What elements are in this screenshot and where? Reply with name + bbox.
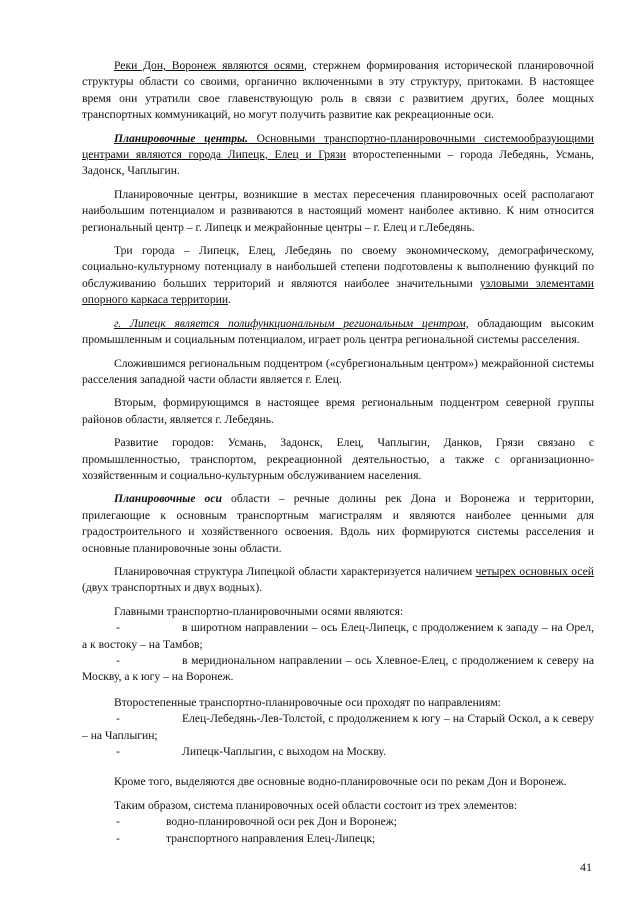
nodal-elements-phrase: узловыми элементами опорного каркаса территории [82,276,595,307]
heading-planning-axes: Планировочные оси [114,492,222,506]
paragraph-system-elements: Таким образом, система планировочных осей области состоит из трех элементов: [114,798,518,812]
list-dash: - [116,712,120,726]
list-dash: - [116,654,120,667]
list-item-text: транспортного направления Елец-Липецк; [166,831,376,845]
list-item [82,711,594,744]
paragraph-text: Планировочная структура Липецкой области характеризуется наличием [114,564,476,578]
paragraph-secondary-axes-intro: Второстепенные транспортно-планировочные оси проходят по направлениям: [114,695,501,709]
paragraph-text: Три города – Липецк, Елец, Лебедянь по своему экономическому, демографическому, социально-культурному потенциалу в наибольшей степени подготовлены к выполнению функций по обслуживанию больших территорий и являются наиболее значительными [82,244,594,290]
paragraph-towns-development: Развитие городов: Усмань, Задонск, Елец, Чаплыгин, Данков, Грязи связано с промышленностью, транспортом, рекреационной деятельностью, а также с организационно-хозяйственным и социально-культурным обслуживанием населения. [82,436,594,482]
list-item-text: Елец-Лебедянь-Лев-Толстой, с продолжением к югу – на Старый Оскол, а к северу – на Чаплыгин; [82,712,594,742]
paragraph-text: (двух транспортных и двух водных). [82,581,263,595]
list-item [82,653,594,686]
lipetsk-center-phrase: г. Липецк является полифункциональным региональным центром, [114,316,469,330]
paragraph-text: , стержнем формирования исторической планировочной структуры области со своими, органично включенными в эту структуру, притоками. В настоящее время они утратили свое главенствующую роль в связи с развитием других, более мощных транспортных коммуникаций, но могут получить развитие как рекреационные оси. [82,59,594,122]
heading-planning-centers: Планировочные центры. [114,131,248,145]
document-page [82,58,594,847]
list-item-text: Липецк-Чаплыгин, с выходом на Москву. [182,745,386,759]
paragraph-text: обладающим высоким промышленным и социальным потенциалом, играет роль центра региональной системы расселения. [82,316,594,347]
page-number: 41 [580,860,592,874]
paragraph-water-axes: Кроме того, выделяются две основные водно-планировочные оси по рекам Дон и Воронеж. [114,775,567,789]
paragraph-lipetsk [82,316,594,349]
four-axes-phrase: четырех основных осей [475,564,594,578]
paragraph-structure [82,564,594,597]
list-item [82,620,594,653]
paragraph-planning-axes [82,491,594,557]
paragraph-text: второстепенными – города Лебедянь, Усмань, Задонск, Чаплыгин. [82,148,594,178]
paragraph-centers [82,131,594,180]
list-dash: - [116,831,120,845]
paragraph-main-axes-intro: Главными транспортно-планировочными осями являются: [114,604,404,618]
list-item-text: в широтном направлении – ось Елец-Липецк, с продолжением к западу – на Орел, а к востоку – на Тамбов; [82,621,594,651]
paragraph-centers-potential: Планировочные центры, возникшие в местах пересечения планировочных осей располагают наибольшим потенциалом и развиваются в настоящий момент наиболее активно. К ним относится региональный центр – г. Липецк и межрайонные центры – г. Елец и г.Лебедянь. [82,187,594,234]
list-dash: - [116,745,120,759]
list-item-text: в меридиональном направлении – ось Хлевное-Елец, с продолжением к северу на Москву, а к югу – на Воронеж. [82,654,594,684]
paragraph-lebedyan: Вторым, формирующимся в настоящее время региональным подцентром северной группы районов области, является г. Лебедянь. [82,396,594,426]
paragraph-text: области – речные долины рек Дона и Воронежа и территории, прилегающие к основным транспортным магистралям и являются наиболее ценными для градостроительного и хозяйственного освоения. Вдоль них формируются системы расселения и основные планировочные зоны области. [82,492,594,555]
list-item [82,744,594,760]
paragraph-elets: Сложившимся региональным подцентром («субрегиональным центром») межрайонной системы расселения западной части области является г. Елец. [82,356,594,386]
paragraph-rivers [82,58,594,124]
list-dash: - [116,621,120,635]
rivers-axes-phrase: Реки Дон, Воронеж являются осями [114,59,305,72]
list-dash: - [116,815,120,829]
list-item-text: водно-планировочной оси рек Дон и Воронеж; [166,815,398,829]
main-centers-phrase: Основными транспортно-планировочными системообразующими центрами являются города Липецк, Елец и Грязи [82,131,594,162]
list-item [82,831,594,847]
paragraph-three-cities [82,243,594,309]
paragraph-text: . [228,293,231,307]
list-item [82,814,594,830]
